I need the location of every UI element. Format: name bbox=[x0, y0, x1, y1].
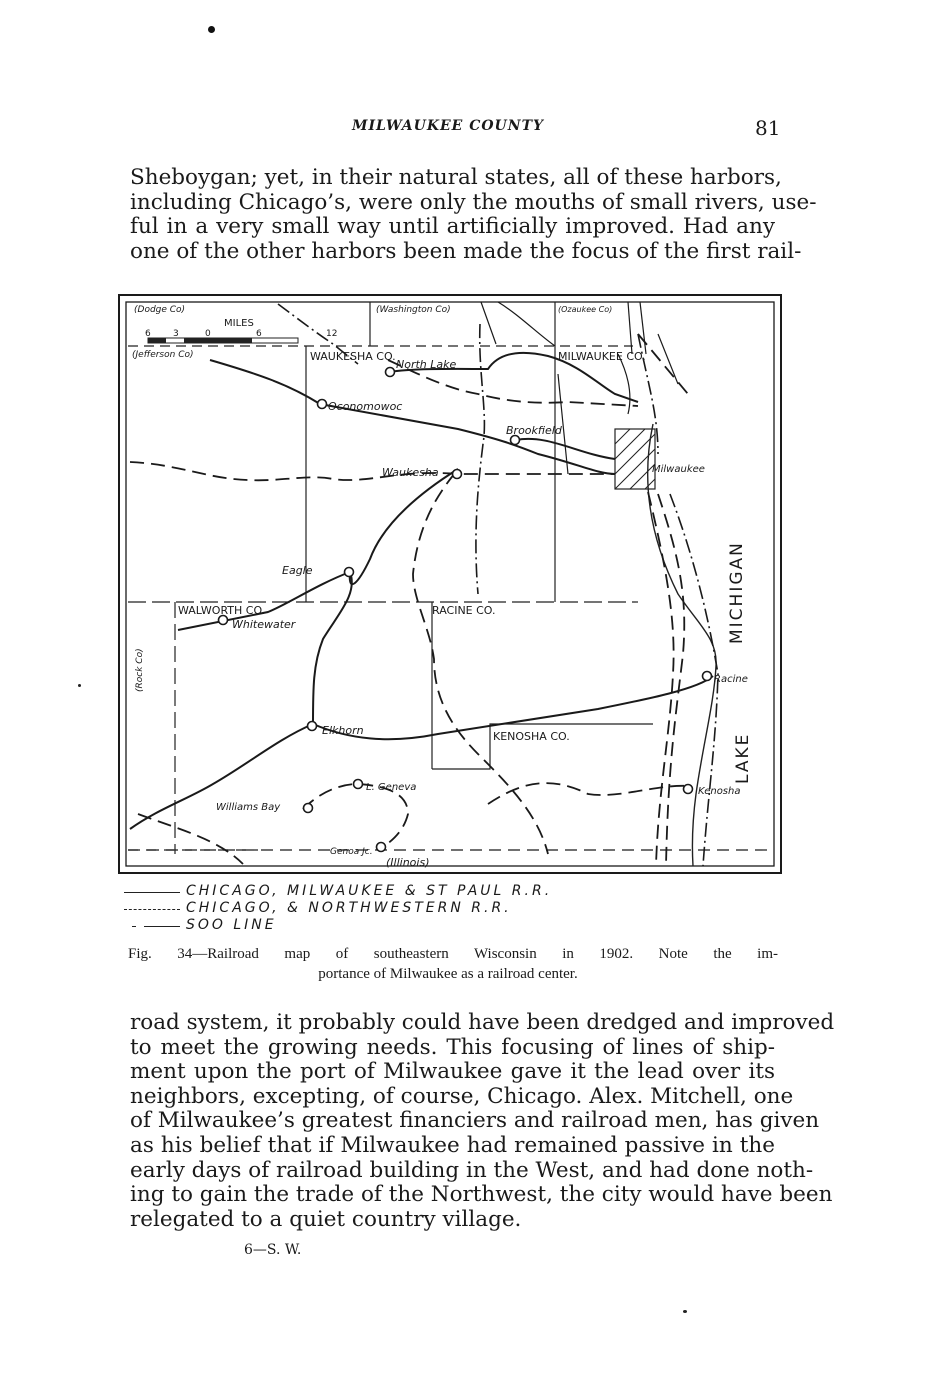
legend-row-cnw bbox=[124, 901, 644, 918]
signature-mark: 6—S. W. bbox=[244, 1242, 302, 1258]
county-boundaries bbox=[128, 302, 653, 854]
text-line: road system, it probably could have been dredged and improved bbox=[130, 1010, 835, 1035]
paragraph-top bbox=[130, 165, 817, 264]
scale-tick: 6 bbox=[145, 329, 151, 339]
page-number: 81 bbox=[755, 116, 781, 140]
place-label-eagle: Eagle bbox=[282, 564, 313, 577]
legend-row-soo bbox=[124, 918, 644, 935]
legend-dash-dot-line bbox=[144, 926, 180, 927]
running-head: MILWAUKEE COUNTY bbox=[352, 118, 544, 134]
place-label-genoa-jct: Genoa Jc. bbox=[330, 847, 373, 857]
county-label-walworth: WALWORTH CO. bbox=[178, 604, 266, 617]
place-label-north-lake: North Lake bbox=[396, 358, 457, 371]
caption-line: portance of Milwaukee as a railroad center. bbox=[318, 966, 578, 982]
ink-dot bbox=[208, 26, 215, 33]
county-label-rock: (Rock Co) bbox=[135, 648, 145, 692]
scale-bar bbox=[148, 338, 298, 343]
county-label-milwaukee: MILWAUKEE CO. bbox=[558, 350, 646, 363]
place-label-brookfield: Brookfield bbox=[506, 424, 562, 437]
county-label-waukesha: WAUKESHA CO. bbox=[310, 350, 396, 363]
legend-row-cmstp bbox=[124, 884, 644, 901]
cmstp-lines bbox=[130, 353, 713, 829]
text-line: one of the other harbors been made the focus of the first rail- bbox=[130, 238, 802, 264]
place-label-lake-geneva: L. Geneva bbox=[366, 782, 417, 793]
legend-label: CHICAGO, MILWAUKEE & ST PAUL R.R. bbox=[186, 883, 553, 899]
lake-shoreline bbox=[648, 424, 716, 866]
text-line: ing to gain the trade of the Northwest, the city would have been bbox=[130, 1182, 833, 1208]
milwaukee-city-area bbox=[615, 429, 655, 489]
county-label-jefferson: (Jefferson Co) bbox=[132, 350, 194, 360]
text-line: of Milwaukee’s greatest financiers and railroad men, has given bbox=[130, 1108, 820, 1134]
paragraph-bottom bbox=[130, 1010, 835, 1232]
place-label-whitewater: Whitewater bbox=[232, 618, 296, 631]
place-label-kenosha: Kenosha bbox=[698, 786, 741, 797]
lake-label-lake: LAKE bbox=[733, 732, 753, 784]
ink-speck bbox=[78, 684, 81, 687]
text-line: Sheboygan; yet, in their natural states, all of these harbors, bbox=[130, 165, 782, 190]
soo-line bbox=[278, 304, 718, 866]
place-label-milwaukee: Milwaukee bbox=[652, 464, 705, 475]
county-label-kenosha: KENOSHA CO. bbox=[493, 730, 570, 743]
state-label-illinois: (Illinois) bbox=[386, 856, 430, 869]
place-label-elkhorn: Elkhorn bbox=[322, 724, 364, 737]
county-label-washington: (Washington Co) bbox=[376, 305, 451, 315]
caption-line: Fig. 34—Railroad map of southeastern Wisconsin in 1902. Note the im- bbox=[128, 946, 778, 962]
county-label-racine: RACINE CO. bbox=[432, 604, 496, 617]
other-boundaries bbox=[128, 302, 768, 850]
text-line: ful in a very small way until artificially improved. Had any bbox=[130, 214, 775, 240]
text-line: ment upon the port of Milwaukee gave it the lead over its bbox=[130, 1059, 775, 1085]
legend-dash-dot-dot bbox=[132, 926, 136, 927]
legend-label: CHICAGO, & NORTHWESTERN R.R. bbox=[186, 900, 512, 916]
legend-solid-line bbox=[124, 892, 180, 893]
text-line: as his belief that if Milwaukee had remained passive in the bbox=[130, 1132, 775, 1158]
ink-speck bbox=[683, 1310, 687, 1313]
scale-tick: 0 bbox=[205, 329, 211, 339]
legend-label: SOO LINE bbox=[186, 917, 277, 933]
figure-caption bbox=[128, 944, 778, 984]
map-legend bbox=[124, 884, 644, 935]
scale-tick: 12 bbox=[326, 329, 338, 339]
railroad-map bbox=[118, 294, 782, 874]
text-line: relegated to a quiet country village. bbox=[130, 1206, 522, 1232]
place-label-waukesha: Waukesha bbox=[382, 466, 439, 479]
scale-title: MILES bbox=[224, 318, 254, 329]
county-label-dodge: (Dodge Co) bbox=[134, 305, 186, 315]
place-label-williams-bay: Williams Bay bbox=[216, 802, 281, 813]
scale-tick: 3 bbox=[173, 329, 179, 339]
text-line: including Chicago’s, were only the mouths of small rivers, use- bbox=[130, 189, 817, 215]
lake-label-michigan: MICHIGAN bbox=[727, 541, 747, 644]
place-label-oconomowoc: Oconomowoc bbox=[328, 400, 403, 413]
county-label-ozaukee: (Ozaukee Co) bbox=[558, 305, 613, 314]
text-line: neighbors, excepting, of course, Chicago. Alex. Mitchell, one bbox=[130, 1083, 794, 1109]
legend-dashed-line bbox=[124, 909, 180, 910]
scale-tick: 6 bbox=[256, 329, 262, 339]
text-line: to meet the growing needs. This focusing of lines of ship- bbox=[130, 1034, 775, 1060]
text-line: early days of railroad building in the West, and had done noth- bbox=[130, 1157, 814, 1183]
place-label-racine: Racine bbox=[714, 674, 748, 685]
